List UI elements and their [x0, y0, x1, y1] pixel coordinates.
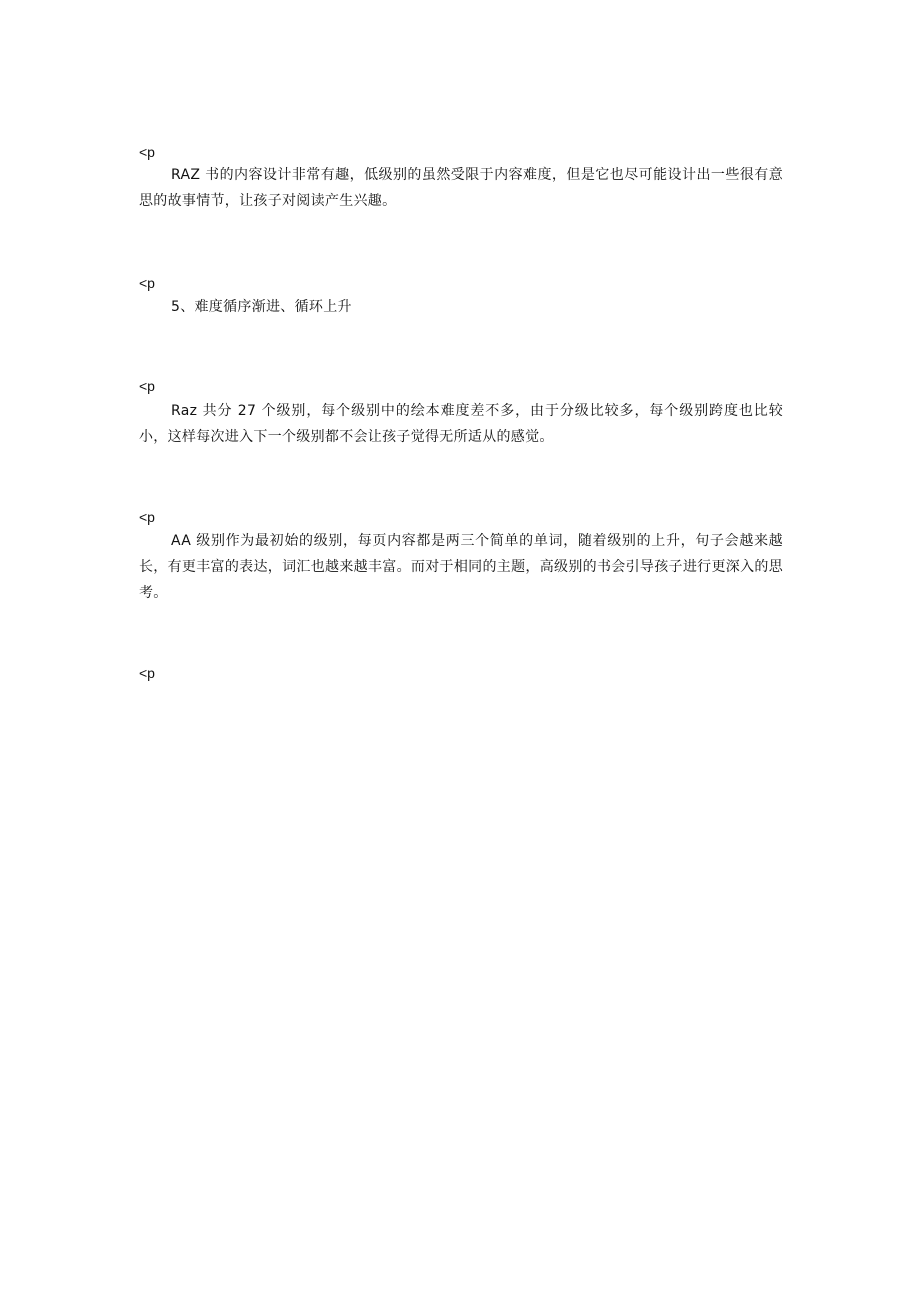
paragraph-tag-marker: <p	[139, 144, 155, 160]
paragraph-raz-levels: Raz 共分 27 个级别，每个级别中的绘本难度差不多，由于分级比较多，每个级别跨度也比较小，这样每次进入下一个级别都不会让孩子觉得无所适从的感觉。	[139, 403, 783, 445]
paragraph-tag-marker: <p	[139, 275, 155, 291]
paragraph-tag-marker: <p	[139, 509, 155, 525]
paragraph-raz-content-design: RAZ 书的内容设计非常有趣，低级别的虽然受限于内容难度，但是它也尽可能设计出一些很有意思的故事情节，让孩子对阅读产生兴趣。	[139, 167, 783, 209]
paragraph-tag-marker: <p	[139, 378, 155, 394]
section-heading-difficulty: 5、难度循序渐进、循环上升	[171, 299, 352, 315]
paragraph-aa-level: AA 级别作为最初始的级别，每页内容都是两三个简单的单词，随着级别的上升，句子会越来越长，有更丰富的表达，词汇也越来越丰富。而对于相同的主题，高级别的书会引导孩子进行更深入的思考。	[139, 533, 783, 601]
paragraph-tag-marker: <p	[139, 665, 155, 681]
